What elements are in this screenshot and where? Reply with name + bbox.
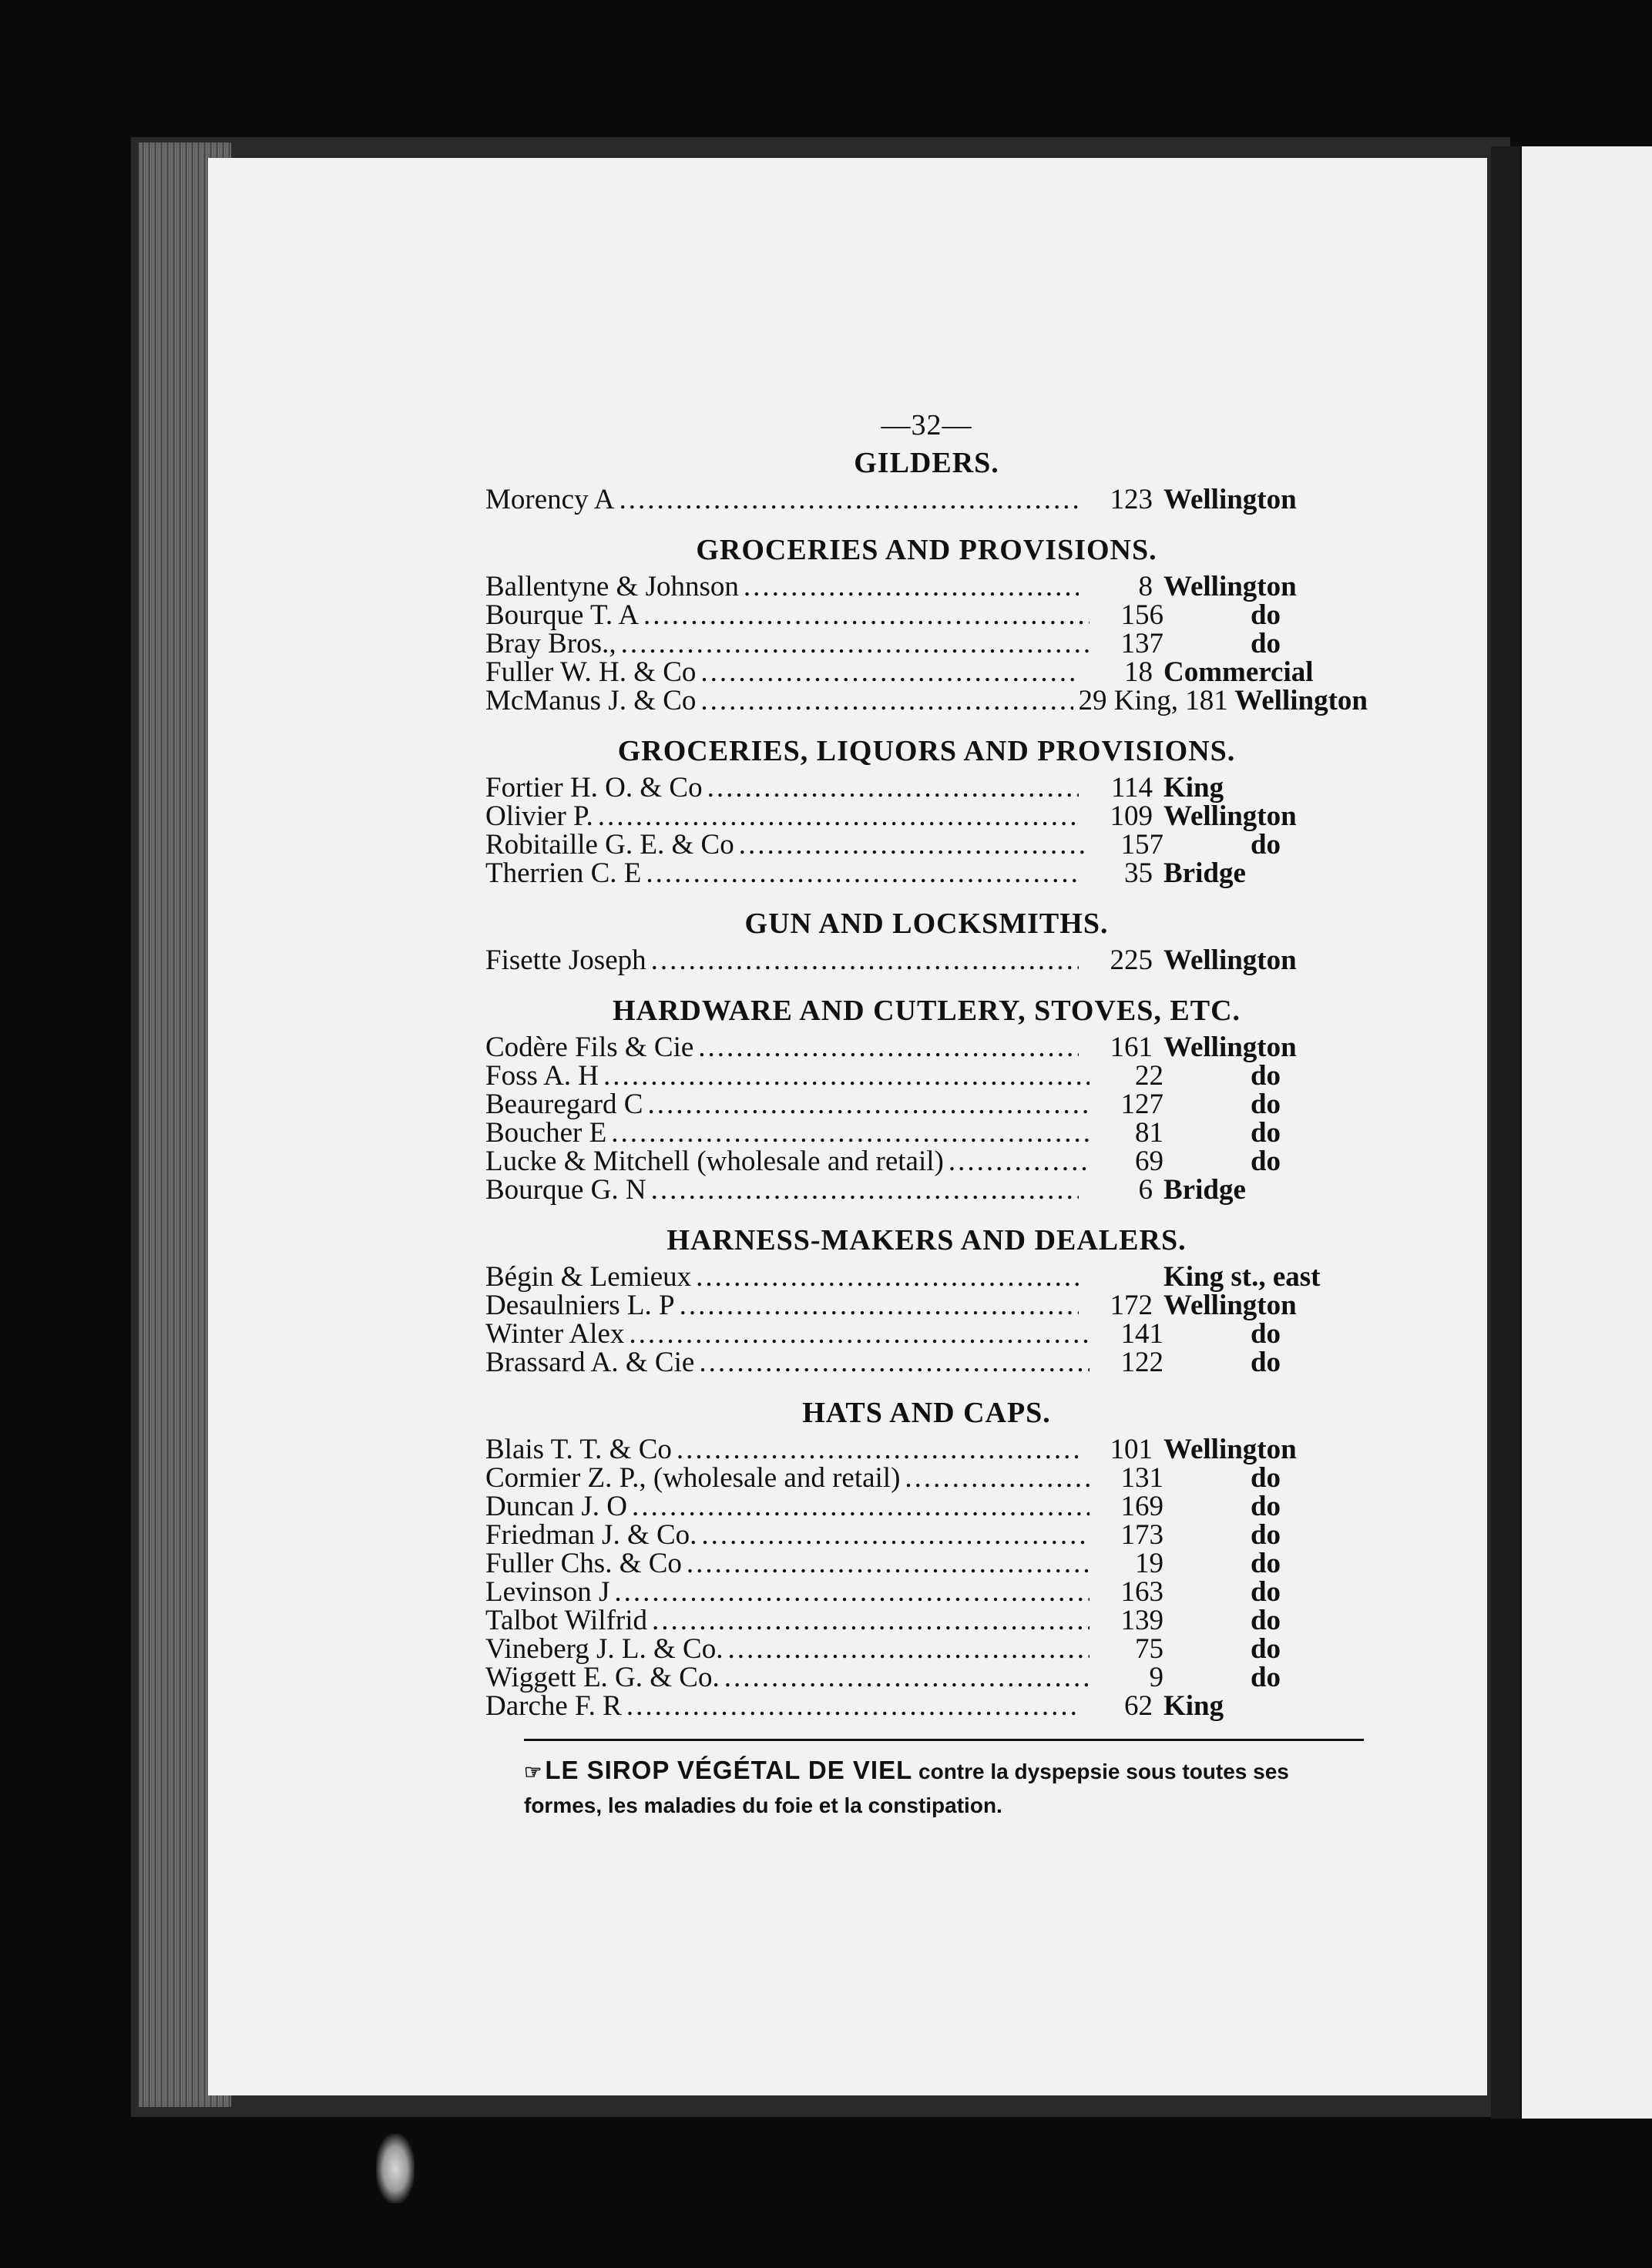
street-name: do xyxy=(1250,1117,1281,1149)
business-name: Fortier H. O. & Co xyxy=(485,772,703,804)
street-number: 137 xyxy=(1120,628,1163,659)
street-number: 6 xyxy=(1138,1174,1153,1206)
street-number: 123 xyxy=(1110,484,1153,515)
leader-dots xyxy=(696,1263,1079,1291)
business-name: Fisette Joseph xyxy=(485,944,646,976)
directory-entry xyxy=(485,629,1368,658)
street-number: 22 xyxy=(1135,1060,1163,1092)
directory-entry xyxy=(485,485,1368,514)
street-number: 169 xyxy=(1120,1491,1163,1522)
directory-entry xyxy=(485,1635,1368,1663)
ad-text: contre la dyspepsie sous toutes ses formes, les maladies du foie et la constipation. xyxy=(524,1760,1289,1817)
street-name: do xyxy=(1250,829,1281,861)
street-number: 172 xyxy=(1110,1290,1153,1321)
directory-entry xyxy=(485,1147,1368,1176)
street-name: Bridge xyxy=(1163,1174,1246,1206)
directory-entry xyxy=(485,1119,1368,1147)
street-number: 114 xyxy=(1110,772,1153,804)
leader-dots xyxy=(651,1176,1079,1204)
book-spine xyxy=(1491,146,1520,2119)
street-number: 122 xyxy=(1120,1347,1163,1378)
business-name: Bourque G. N xyxy=(485,1174,646,1206)
leader-dots xyxy=(614,1578,1090,1606)
leader-dots xyxy=(949,1147,1090,1176)
leader-dots xyxy=(652,1606,1090,1635)
directory-section xyxy=(485,1223,1368,1377)
business-name: Bégin & Lemieux xyxy=(485,1261,692,1293)
business-name: Desaulniers L. P xyxy=(485,1290,675,1321)
section-title: HARNESS-MAKERS AND DEALERS. xyxy=(667,1224,1187,1256)
street-number: 181 xyxy=(1185,685,1228,716)
street-number: 35 xyxy=(1124,857,1153,889)
leader-dots xyxy=(905,1464,1090,1492)
street-name: Wellington xyxy=(1163,1032,1297,1063)
street-name: do xyxy=(1250,1347,1281,1378)
directory-entry xyxy=(485,1692,1368,1720)
leader-dots xyxy=(699,1348,1090,1377)
business-name: Vineberg J. L. & Co. xyxy=(485,1633,724,1665)
business-name: Bray Bros., xyxy=(485,628,616,659)
street-name: do xyxy=(1250,1633,1281,1665)
leader-dots xyxy=(646,859,1079,887)
leader-dots xyxy=(687,1549,1090,1578)
street-name: King xyxy=(1163,772,1224,804)
street-name: King st., east xyxy=(1163,1261,1321,1293)
directory-entry xyxy=(485,1090,1368,1119)
business-name: Codère Fils & Cie xyxy=(485,1032,694,1063)
directory-entry xyxy=(485,1578,1368,1606)
directory-entry xyxy=(485,859,1368,887)
section-title: HARDWARE AND CUTLERY, STOVES, ETC. xyxy=(612,995,1241,1027)
business-name: Morency A xyxy=(485,484,615,515)
directory-entry xyxy=(485,1435,1368,1464)
street-number: 109 xyxy=(1110,800,1153,832)
street-name: do xyxy=(1250,1318,1281,1350)
street-number: 141 xyxy=(1120,1318,1163,1350)
directory-entry xyxy=(485,1606,1368,1635)
address xyxy=(1078,686,1368,715)
business-name: Wiggett E. G. & Co. xyxy=(485,1662,720,1693)
leader-dots xyxy=(727,1635,1090,1663)
directory-entry xyxy=(485,1348,1368,1377)
directory-section xyxy=(485,445,1368,514)
facing-page xyxy=(1522,146,1652,2119)
section-title: GROCERIES AND PROVISIONS. xyxy=(696,534,1157,566)
street-number: 156 xyxy=(1120,599,1163,631)
leader-dots xyxy=(643,601,1090,629)
leader-dots xyxy=(647,1090,1090,1119)
street-name: Wellington xyxy=(1163,484,1297,515)
directory-content xyxy=(485,408,1368,1823)
street-name: do xyxy=(1250,1548,1281,1579)
business-name: Fuller Chs. & Co xyxy=(485,1548,682,1579)
page-number: —32— xyxy=(881,409,972,441)
street-name: do xyxy=(1250,1462,1281,1494)
business-name: Talbot Wilfrid xyxy=(485,1605,648,1636)
business-name: Brassard A. & Cie xyxy=(485,1347,695,1378)
street-number: 161 xyxy=(1110,1032,1153,1063)
directory-entry xyxy=(485,1320,1368,1348)
street-name: Wellington xyxy=(1234,685,1368,716)
pointing-hand-icon: ☞ xyxy=(524,1760,542,1783)
street-number: 173 xyxy=(1120,1519,1163,1551)
leader-dots xyxy=(744,572,1079,601)
directory-entry xyxy=(485,572,1368,601)
directory-entry xyxy=(485,773,1368,802)
street-number: 18 xyxy=(1124,656,1153,688)
street-name: do xyxy=(1250,599,1281,631)
street-number: 19 xyxy=(1135,1548,1163,1579)
footer-rule xyxy=(524,1739,1364,1741)
business-name: Beauregard C xyxy=(485,1089,643,1120)
business-name: Boucher E xyxy=(485,1117,607,1149)
leader-dots xyxy=(598,802,1079,830)
street-name: Wellington xyxy=(1163,1290,1297,1321)
street-number: 75 xyxy=(1135,1633,1163,1665)
directory-entry xyxy=(485,1663,1368,1692)
street-number: 127 xyxy=(1120,1089,1163,1120)
directory-entry xyxy=(485,1062,1368,1090)
street-name: do xyxy=(1250,1576,1281,1608)
street-number: 139 xyxy=(1120,1605,1163,1636)
directory-entry xyxy=(485,1492,1368,1521)
street-name: Commercial xyxy=(1163,656,1314,688)
directory-entry xyxy=(485,1521,1368,1549)
business-name: Duncan J. O xyxy=(485,1491,627,1522)
leader-dots xyxy=(632,1492,1090,1521)
leader-dots xyxy=(626,1692,1079,1720)
directory-entry xyxy=(485,686,1368,715)
directory-entry xyxy=(485,1263,1368,1291)
leader-dots xyxy=(603,1062,1090,1090)
business-name: Cormier Z. P., (wholesale and retail) xyxy=(485,1462,901,1494)
street-name: do xyxy=(1250,1519,1281,1551)
directory-section xyxy=(485,532,1368,715)
directory-entry xyxy=(485,1033,1368,1062)
leader-dots xyxy=(700,658,1079,686)
section-title: GROCERIES, LIQUORS AND PROVISIONS. xyxy=(617,735,1236,767)
directory-section xyxy=(485,993,1368,1204)
business-name: Ballentyne & Johnson xyxy=(485,571,739,602)
street-number: 163 xyxy=(1120,1576,1163,1608)
street-name: Wellington xyxy=(1163,1434,1297,1465)
directory-entry xyxy=(485,1549,1368,1578)
section-title: GUN AND LOCKSMITHS. xyxy=(744,908,1109,940)
advertisement xyxy=(524,1753,1372,1823)
street-number: 157 xyxy=(1120,829,1163,861)
street-name: do xyxy=(1250,1089,1281,1120)
leader-dots xyxy=(621,629,1090,658)
business-name: Bourque T. A xyxy=(485,599,640,631)
street-number: 69 xyxy=(1135,1146,1163,1177)
leader-dots xyxy=(698,1033,1079,1062)
section-title: GILDERS. xyxy=(854,447,999,479)
street-number: 9 xyxy=(1149,1662,1163,1693)
directory-sections xyxy=(485,445,1368,1720)
street-name: Wellington xyxy=(1163,944,1297,976)
street-number: 62 xyxy=(1124,1690,1153,1722)
business-name: Lucke & Mitchell (wholesale and retail) xyxy=(485,1146,944,1177)
leader-dots xyxy=(700,686,1073,715)
business-name: Fuller W. H. & Co xyxy=(485,656,697,688)
directory-entry xyxy=(485,1176,1368,1204)
directory-entry xyxy=(485,1291,1368,1320)
street-name: Wellington xyxy=(1163,800,1297,832)
directory-section xyxy=(485,1395,1368,1720)
directory-entry xyxy=(485,830,1368,859)
street-number: 8 xyxy=(1138,571,1153,602)
leader-dots xyxy=(677,1435,1079,1464)
directory-section xyxy=(485,906,1368,975)
leader-dots xyxy=(701,1521,1090,1549)
street-number: 225 xyxy=(1110,944,1153,976)
business-name: Friedman J. & Co. xyxy=(485,1519,697,1551)
street-name: do xyxy=(1250,1146,1281,1177)
street-number: 131 xyxy=(1120,1462,1163,1494)
business-name: Winter Alex xyxy=(485,1318,625,1350)
leader-dots xyxy=(629,1320,1090,1348)
leader-dots xyxy=(611,1119,1090,1147)
street-number: 81 xyxy=(1135,1117,1163,1149)
ad-headline: LE SIROP VÉGÉTAL DE VIEL xyxy=(545,1756,913,1784)
section-title: HATS AND CAPS. xyxy=(802,1397,1051,1429)
directory-entry xyxy=(485,946,1368,975)
directory-section xyxy=(485,733,1368,887)
street-name: Wellington xyxy=(1163,571,1297,602)
directory-entry xyxy=(485,802,1368,830)
directory-entry xyxy=(485,658,1368,686)
business-name: Darche F. R xyxy=(485,1690,622,1722)
leader-dots xyxy=(739,830,1090,859)
leader-dots xyxy=(651,946,1079,975)
street-name: King xyxy=(1163,1690,1224,1722)
leader-dots xyxy=(680,1291,1079,1320)
business-name: Olivier P. xyxy=(485,800,593,832)
street-number: 101 xyxy=(1110,1434,1153,1465)
business-name: McManus J. & Co xyxy=(485,685,697,716)
leader-dots xyxy=(707,773,1079,802)
business-name: Foss A. H xyxy=(485,1060,599,1092)
address-prefix: 29 King, xyxy=(1078,685,1178,716)
business-name: Therrien C. E xyxy=(485,857,642,889)
leader-dots xyxy=(724,1663,1090,1692)
street-name: do xyxy=(1250,1605,1281,1636)
street-name: Bridge xyxy=(1163,857,1246,889)
business-name: Robitaille G. E. & Co xyxy=(485,829,734,861)
business-name: Blais T. T. & Co xyxy=(485,1434,672,1465)
directory-entry xyxy=(485,601,1368,629)
street-name: do xyxy=(1250,1060,1281,1092)
ink-blot xyxy=(376,2134,415,2203)
street-name: do xyxy=(1250,1491,1281,1522)
business-name: Levinson J xyxy=(485,1576,610,1608)
street-name: do xyxy=(1250,628,1281,659)
leader-dots xyxy=(620,485,1080,514)
directory-entry xyxy=(485,1464,1368,1492)
street-name: do xyxy=(1250,1662,1281,1693)
